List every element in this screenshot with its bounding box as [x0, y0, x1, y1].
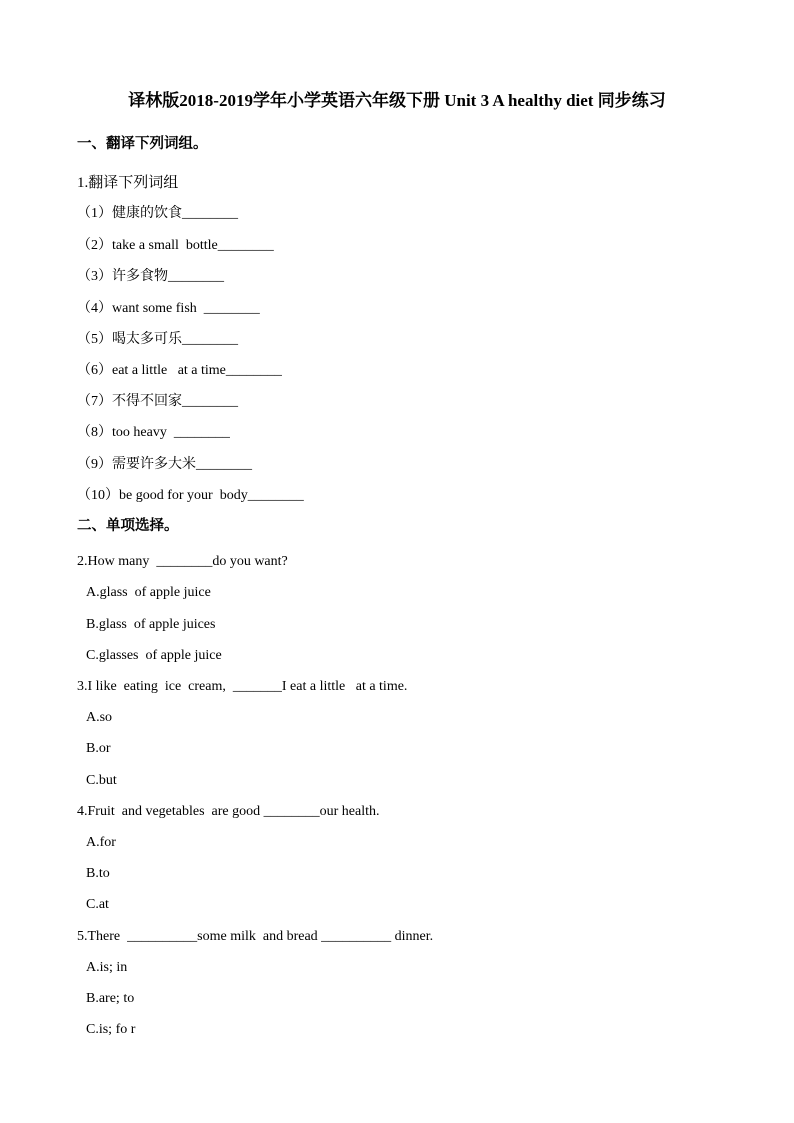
phrase-item: （3）许多食物________ [77, 269, 224, 284]
phrase-item: （5）喝太多可乐________ [77, 332, 238, 347]
phrase-item: （10）be good for your body________ [77, 488, 304, 503]
section-heading-translate: 一、翻译下列词组。 [77, 136, 208, 152]
answer-option: B.to [86, 866, 110, 881]
answer-option: A.is; in [86, 960, 128, 975]
section-heading-choice: 二、单项选择。 [77, 518, 179, 534]
phrase-item: （1）健康的饮食________ [77, 206, 238, 221]
phrase-item: （7）不得不回家________ [77, 394, 238, 409]
phrase-item: （9）需要许多大米________ [77, 457, 252, 472]
question-stem: 3.I like eating ice cream, _______I eat a little at a time. [77, 679, 408, 694]
answer-option: C.at [86, 897, 109, 912]
question-1-stem: 1.翻译下列词组 [77, 175, 179, 191]
answer-option: A.glass of apple juice [86, 585, 211, 600]
answer-option: B.are; to [86, 991, 135, 1006]
answer-option: B.glass of apple juices [86, 617, 216, 632]
phrase-item: （2）take a small bottle________ [77, 238, 274, 253]
question-stem: 4.Fruit and vegetables are good ________our health. [77, 804, 380, 819]
worksheet-title: 译林版2018-2019学年小学英语六年级下册 Unit 3 A healthy diet 同步练习 [128, 91, 666, 110]
phrase-item: （6）eat a little at a time________ [77, 363, 282, 378]
answer-option: B.or [86, 741, 111, 756]
phrase-item: （4）want some fish ________ [77, 301, 260, 316]
question-stem: 2.How many ________do you want? [77, 554, 288, 569]
answer-option: C.glasses of apple juice [86, 648, 222, 663]
answer-option: A.so [86, 710, 113, 725]
answer-option: C.but [86, 773, 117, 788]
question-stem: 5.There __________some milk and bread __________ dinner. [77, 929, 434, 944]
answer-option: C.is; fo r [86, 1022, 136, 1037]
answer-option: A.for [86, 835, 116, 850]
phrase-item: （8）too heavy ________ [77, 425, 230, 440]
